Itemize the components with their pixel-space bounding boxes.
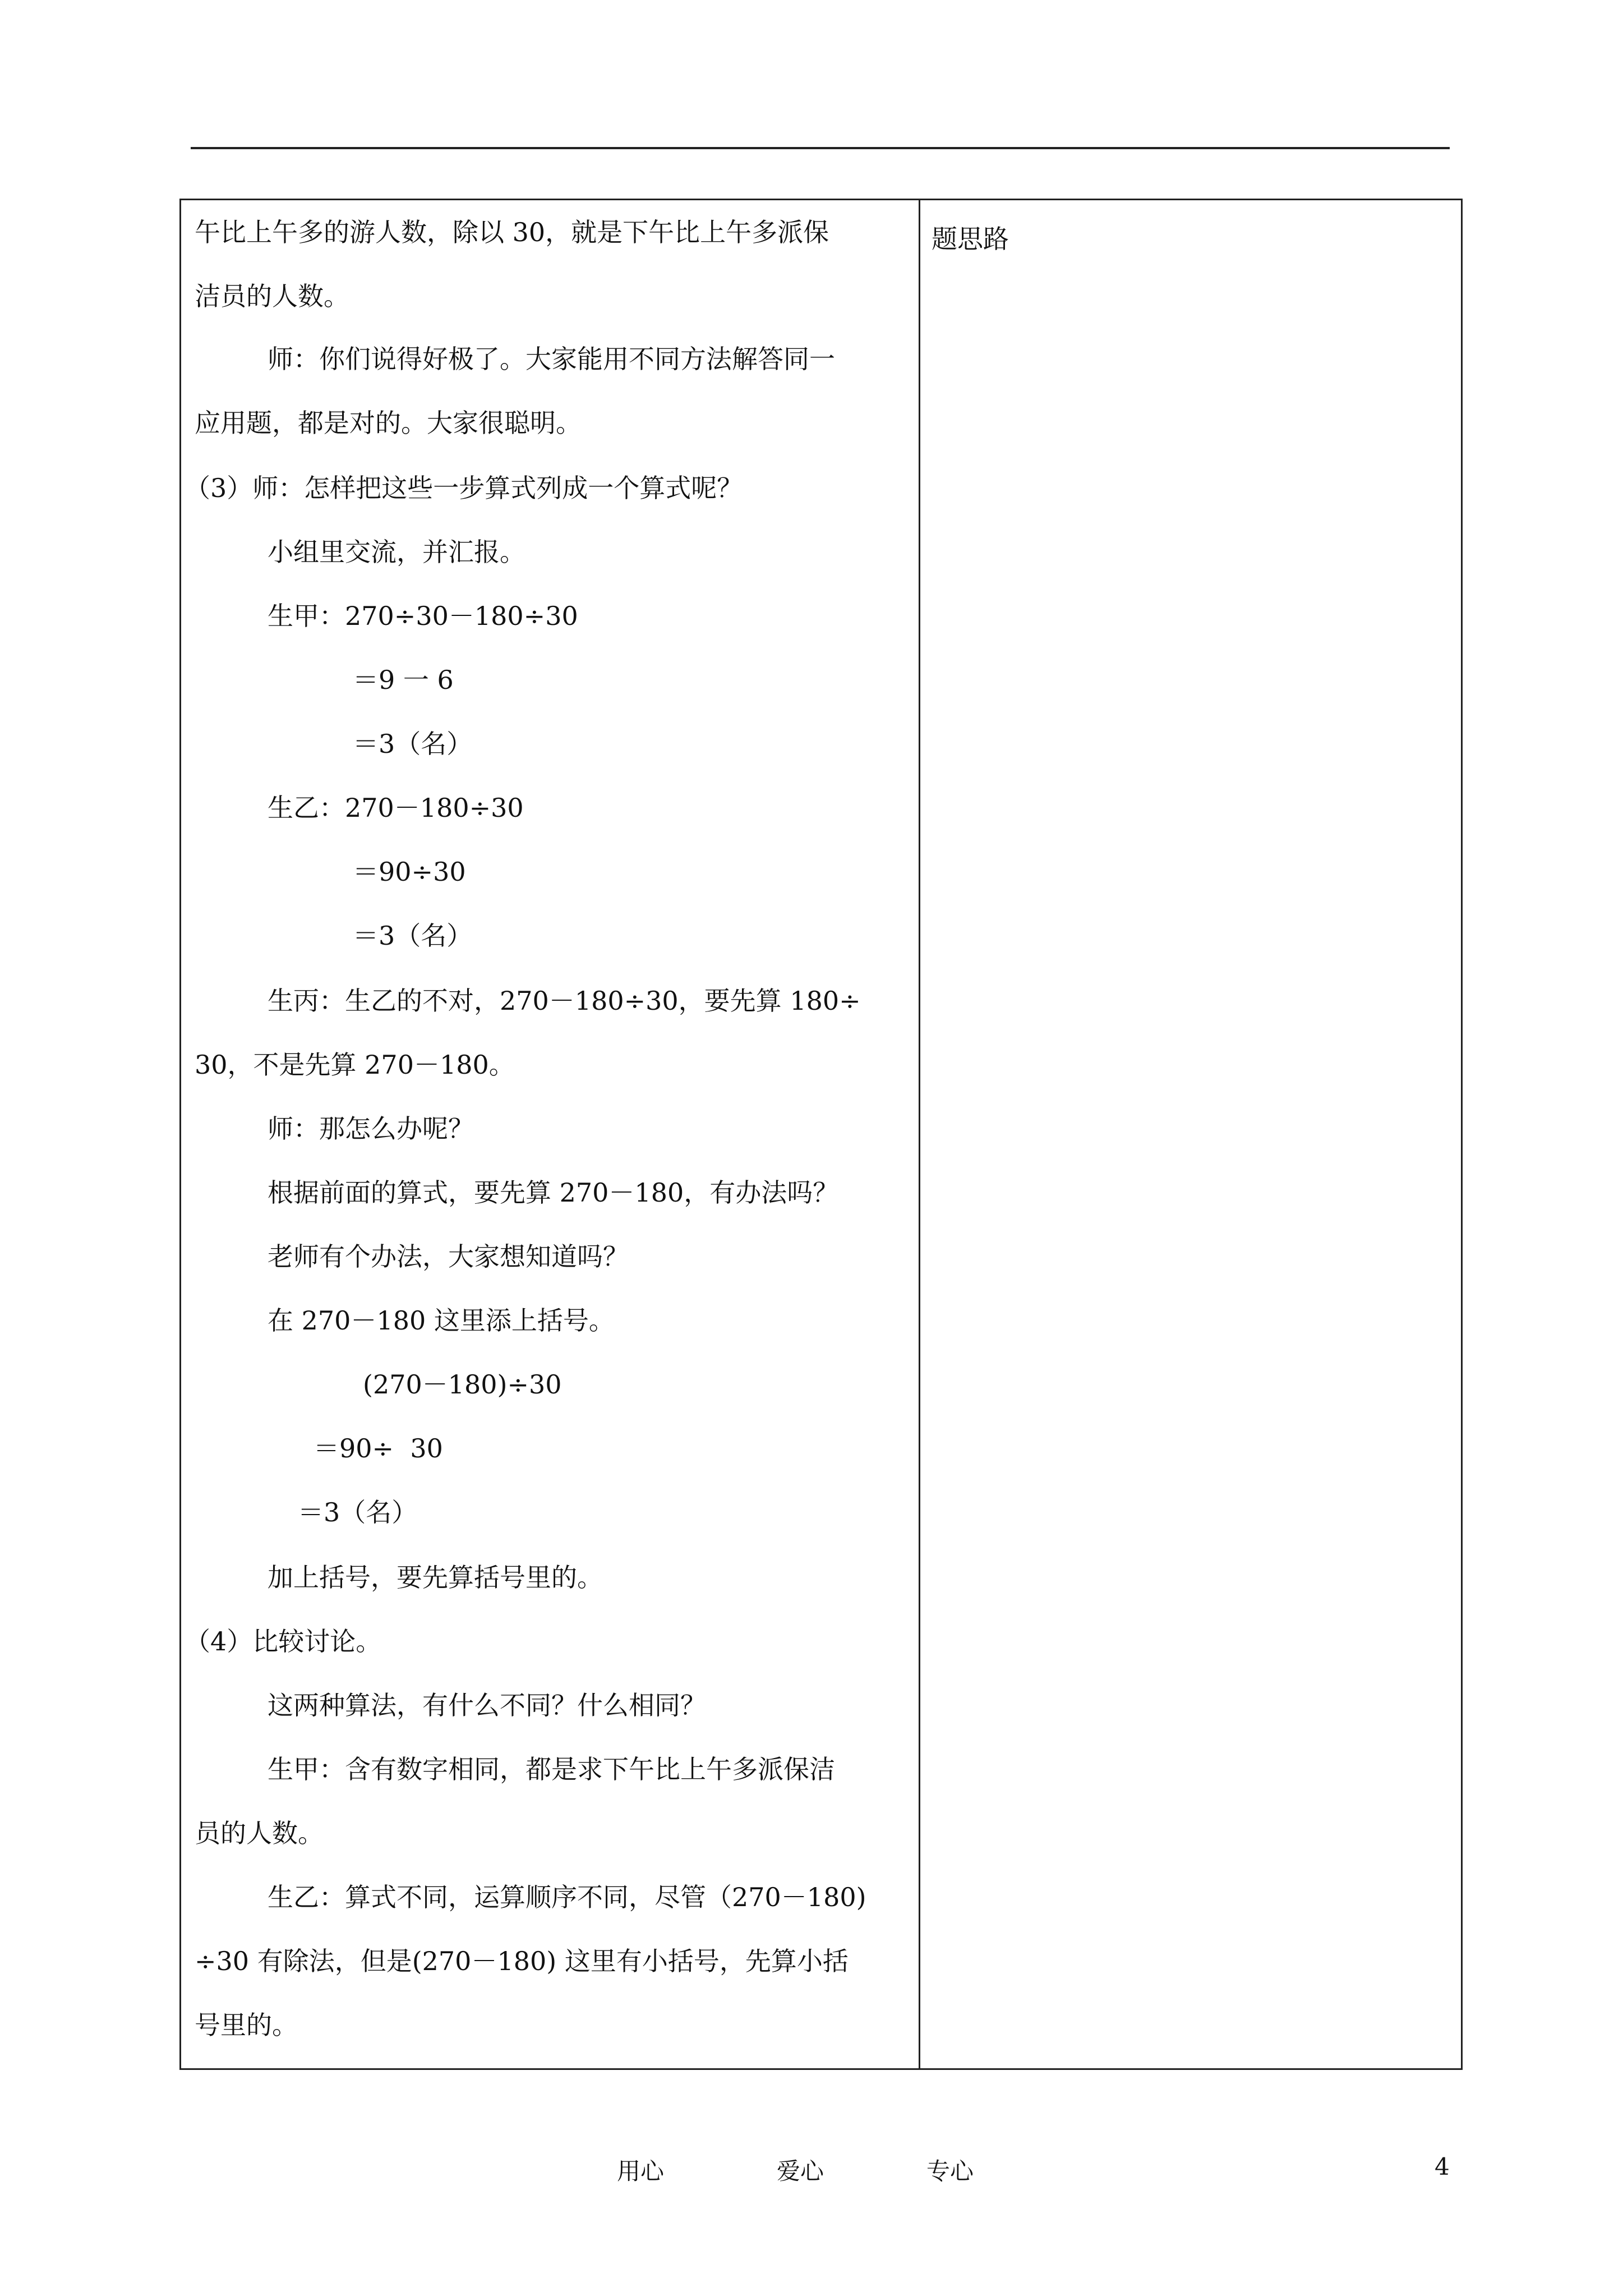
content-line: ÷30 有除法，但是(270－180) 这里有小括号，先算小括 bbox=[195, 1946, 849, 1976]
footer-motto-2: 爱心 bbox=[777, 2157, 824, 2185]
footer-motto-1: 用心 bbox=[617, 2157, 665, 2185]
footer-motto-3: 专心 bbox=[926, 2157, 974, 2185]
content-line: 生丙：生乙的不对，270－180÷30，要先算 180÷ bbox=[268, 986, 861, 1016]
content-line: 加上括号，要先算括号里的。 bbox=[268, 1562, 603, 1593]
content-line: ＝90÷30 bbox=[353, 857, 466, 887]
lesson-content-cell bbox=[181, 200, 919, 2068]
content-line: 在 270－180 这里添上括号。 bbox=[268, 1305, 615, 1336]
lesson-table bbox=[179, 199, 1463, 2070]
content-line: ＝3（名） bbox=[298, 1497, 418, 1527]
content-line: 根据前面的算式，要先算 270－180，有办法吗？ bbox=[268, 1177, 839, 1208]
content-line: 这两种算法，有什么不同？什么相同？ bbox=[268, 1690, 706, 1720]
content-line: ＝9 一 6 bbox=[353, 665, 454, 695]
content-line: （3）师：怎样把这些一步算式列成一个算式呢？ bbox=[185, 473, 743, 503]
content-line: 小组里交流，并汇报。 bbox=[268, 537, 525, 567]
content-line: ＝3（名） bbox=[353, 729, 473, 759]
content-line: （4）比较讨论。 bbox=[185, 1626, 382, 1657]
column-divider bbox=[919, 200, 920, 2068]
content-line: 老师有个办法，大家想知道吗？ bbox=[268, 1241, 629, 1272]
content-line: 午比上午多的游人数，除以 30，就是下午比上午多派保 bbox=[195, 217, 829, 247]
content-line: 师：那怎么办呢？ bbox=[268, 1114, 474, 1144]
content-line: 洁员的人数。 bbox=[195, 281, 349, 311]
content-line: (270－180)÷30 bbox=[363, 1369, 562, 1400]
header-rule bbox=[191, 147, 1450, 149]
side-note-cell: 题思路 bbox=[932, 224, 1009, 254]
content-line: ＝90÷ 30 bbox=[313, 1433, 443, 1464]
content-line: 生乙：270－180÷30 bbox=[268, 793, 524, 823]
content-line: 师：你们说得好极了。大家能用不同方法解答同一 bbox=[268, 344, 835, 374]
content-line: 应用题，都是对的。大家很聪明。 bbox=[195, 408, 582, 438]
content-line: 30，不是先算 270－180。 bbox=[195, 1050, 515, 1080]
page-number: 4 bbox=[1435, 2153, 1450, 2180]
content-line: 号里的。 bbox=[195, 2010, 298, 2040]
content-line: 生甲：含有数字相同，都是求下午比上午多派保洁 bbox=[268, 1754, 835, 1784]
content-line: 员的人数。 bbox=[195, 1818, 324, 1848]
content-line: ＝3（名） bbox=[353, 921, 473, 951]
content-line: 生乙：算式不同，运算顺序不同，尽管（270－180) bbox=[268, 1882, 866, 1912]
content-line: 生甲：270÷30－180÷30 bbox=[268, 601, 578, 631]
